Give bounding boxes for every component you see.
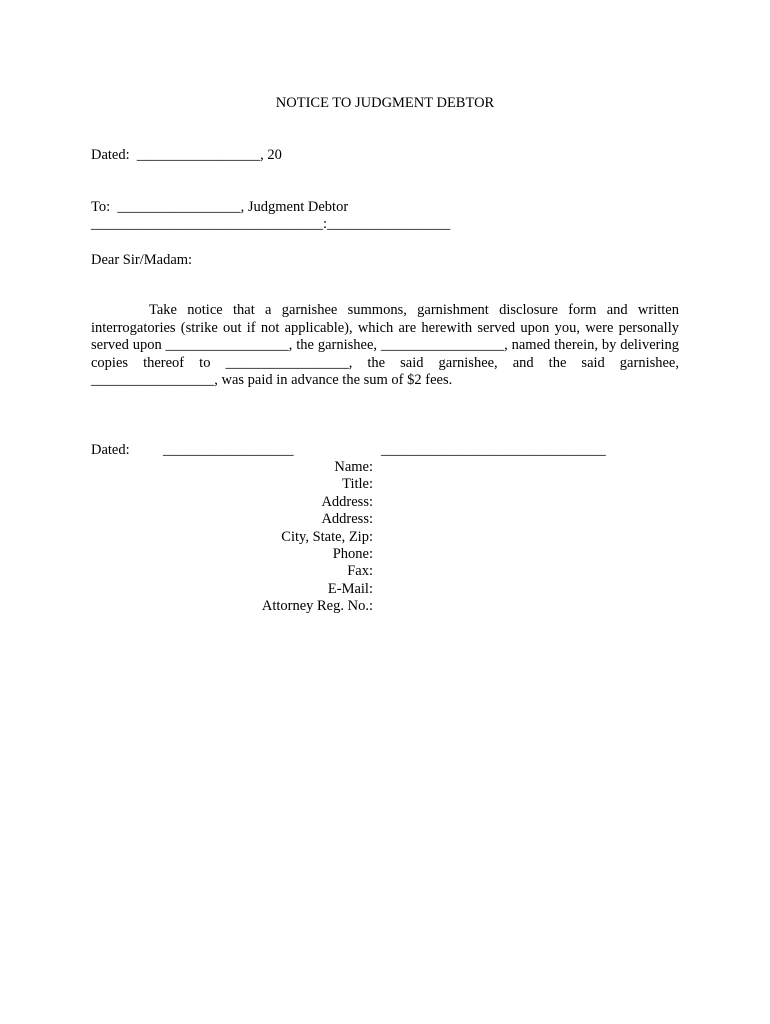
fax-label: Fax: (347, 563, 373, 580)
salutation: Dear Sir/Madam: (91, 252, 193, 268)
to-line: To: _________________, Judgment Debtor (91, 199, 349, 215)
signature-dated-label: Dated: (91, 442, 130, 458)
phone-label: Phone: (332, 546, 373, 563)
signature-line: _______________________________ (381, 442, 606, 458)
title-label: Title: (342, 476, 373, 493)
address-label: Address: (321, 493, 373, 510)
address-line: ________________________________:_________________ (91, 216, 451, 232)
signature-date-blank: __________________ (163, 442, 294, 458)
address-label-2: Address: (321, 511, 373, 528)
signature-block (200, 459, 373, 616)
city-state-zip-label: City, State, Zip: (281, 528, 373, 545)
dated-line: Dated: _________________, 20 (91, 147, 282, 163)
body-paragraph: Take notice that a garnishee summons, garnishment disclosure form and written interrogatories (strike out if not applicable), which are herewith served upon you, were personally served upon _________________, the garnishee, _________________, named therein, by delivering copies thereof to _________________, the said garnishee, and the said garnishee, _________________, was paid in advance the sum of $2 fees. (91, 302, 679, 388)
document-title: NOTICE TO JUDGMENT DEBTOR (275, 95, 495, 111)
name-label: Name: (334, 459, 373, 475)
attorney-reg-label: Attorney Reg. No.: (261, 598, 373, 615)
email-label: E-Mail: (327, 580, 373, 597)
